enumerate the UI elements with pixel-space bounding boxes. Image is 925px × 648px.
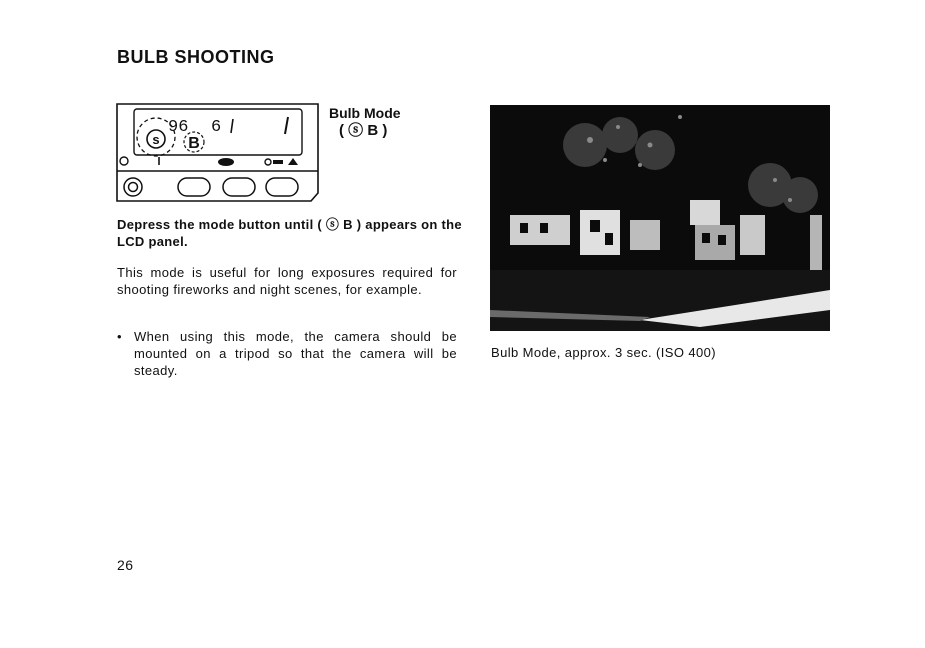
lcd-mode-letter: B [188, 135, 200, 152]
svg-text:s: s [152, 132, 160, 147]
page-title: BULB SHOOTING [117, 47, 275, 67]
photo-caption: Bulb Mode, approx. 3 sec. (ISO 400) [491, 345, 716, 360]
bullet-text: When using this mode, the camera should be mounted on a tripod so that the camera will be steady. [134, 329, 457, 378]
lcd-caption-symbol: ( ⓢ B ) [339, 122, 388, 139]
bullet-marker: • [117, 329, 122, 344]
lcd-caption [329, 105, 401, 139]
page-number: 26 [117, 557, 134, 573]
lcd-caption-title: Bulb Mode [329, 105, 401, 121]
description-paragraph: This mode is useful for long exposures required for shooting fireworks and night scenes, for example. [117, 265, 457, 297]
svg-text:6: 6 [211, 118, 222, 137]
lcd-panel-illustration [116, 103, 321, 203]
lcd-frame-digits: 96 [168, 118, 189, 137]
instruction-text: Depress the mode button until ( ⓢ B ) appears on the LCD panel. [117, 217, 462, 249]
bullet-item [117, 328, 457, 379]
night-scene-photo [490, 105, 830, 331]
